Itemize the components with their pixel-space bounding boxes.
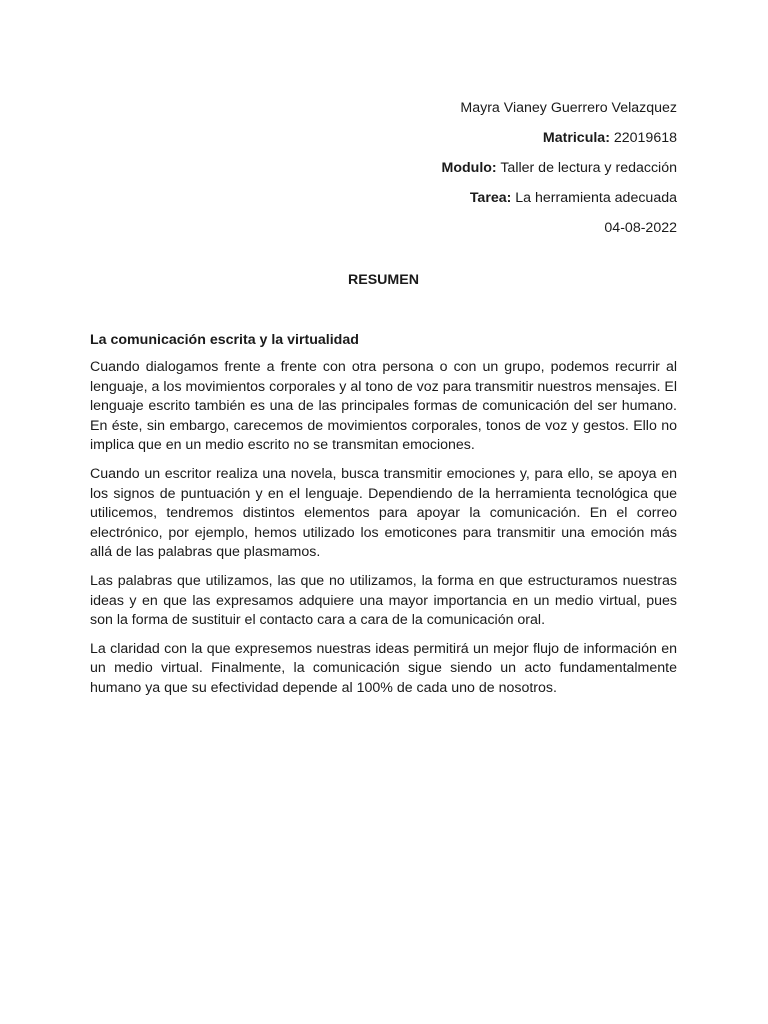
author-name: Mayra Vianey Guerrero Velazquez xyxy=(460,100,677,116)
paragraph: Las palabras que utilizamos, las que no utilizamos, la forma en que estructuramos nuestras ideas y en que las expresamos adquiere una mayor importancia en un medio virtual, pues son la forma de sustituir el contacto cara a cara de la comunicación oral. xyxy=(90,572,677,629)
modulo-value: Taller de lectura y redacción xyxy=(500,160,677,176)
matricula-value: 22019618 xyxy=(613,130,677,146)
document-title: RESUMEN xyxy=(348,272,419,288)
paragraph: La claridad con la que expresemos nuestras ideas permitirá un mejor flujo de información en un medio virtual. Finalmente, la comunicación sigue siendo un acto fundamentalmente humano ya que su efectividad depende al 100% de cada uno de nosotros. xyxy=(90,640,677,696)
document-page xyxy=(90,0,677,1024)
tarea-value: La herramienta adecuada xyxy=(515,190,677,206)
modulo-label: Modulo: xyxy=(441,160,497,176)
document-body xyxy=(90,330,677,708)
paragraph: Cuando un escritor realiza una novela, busca transmitir emociones y, para ello, se apoya en los signos de puntuación y en el lenguaje. Dependiendo de la herramienta tecnológica que utilicemos, tendremos distintos elementos para apoyar la comunicación. En el correo electrónico, por ejemplo, hemos utilizado los emoticones para transmitir una emoción más allá de las palabras que plasmamos. xyxy=(90,465,677,561)
date: 04-08-2022 xyxy=(604,220,677,236)
matricula-line xyxy=(442,123,678,153)
header-block xyxy=(442,93,678,243)
matricula-label: Matricula: xyxy=(542,130,610,146)
tarea-line xyxy=(442,183,678,213)
tarea-label: Tarea: xyxy=(469,190,512,206)
section-subtitle: La comunicación escrita y la virtualidad xyxy=(90,332,359,348)
paragraph: Cuando dialogamos frente a frente con otra persona o con un grupo, podemos recurrir al lenguaje, a los movimientos corporales y al tono de voz para transmitir nuestros mensajes. El lenguaje escrito también es una de las principales formas de comunicación del ser humano. En éste, sin embargo, carecemos de movimientos corporales, tonos de voz y gestos. Ello no implica que en un medio escrito no se transmitan emociones. xyxy=(90,359,677,454)
modulo-line xyxy=(442,153,678,183)
